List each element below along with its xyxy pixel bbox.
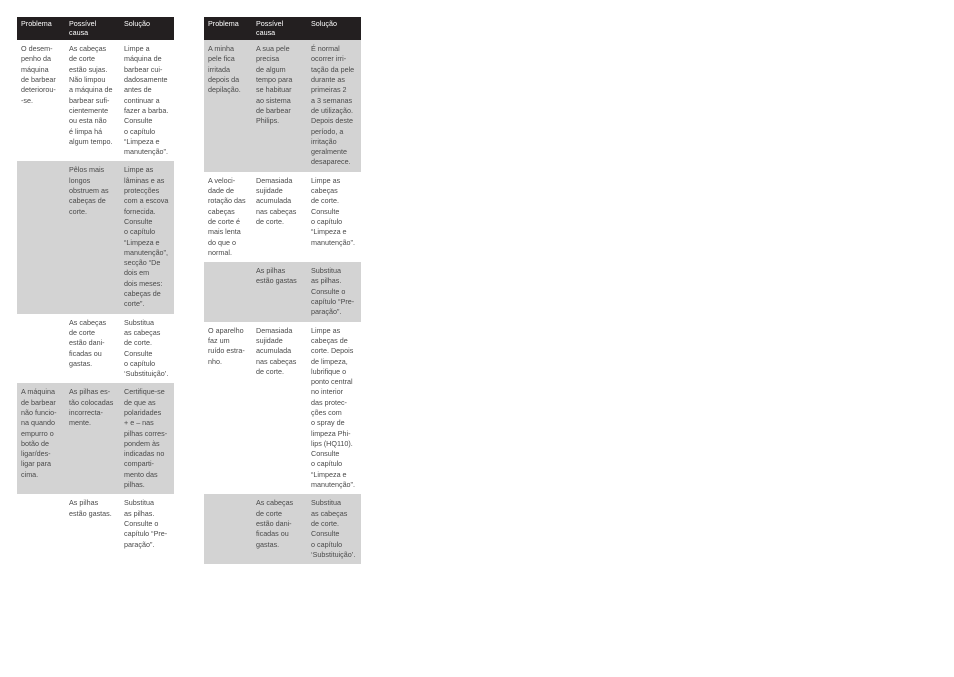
cause-cell: As cabeças de corte estão dani- ficadas ou gastas. xyxy=(252,494,307,564)
problem-cell: O aparelho faz um ruído estra- nho. xyxy=(204,322,252,495)
table-row xyxy=(204,172,361,262)
table-row xyxy=(17,494,174,554)
solution-cell: Substitua as cabeças de corte. Consulte o capítulo ‘Substituição’. xyxy=(307,494,361,564)
solution-cell: Limpe a máquina de barbear cui- dadosamente antes de continuar a fazer a barba. Consulte o capítulo “Limpeza e manutenção”. xyxy=(120,40,174,161)
table-row xyxy=(17,383,174,494)
solution-cell: É normal ocorrer irri- tação da pele durante as primeiras 2 a 3 semanas de utilização. Depois deste período, a irritação geralmente desaparece. xyxy=(307,40,361,172)
troubleshooting-table-left xyxy=(17,17,174,554)
header-cause: Possível causa xyxy=(252,17,307,40)
table-header-row xyxy=(17,17,174,40)
cause-cell: As cabeças de corte estão dani- ficadas ou gastas. xyxy=(65,314,120,384)
table-row xyxy=(17,161,174,313)
cause-cell: Demasiada sujidade acumulada nas cabeças de corte. xyxy=(252,322,307,495)
solution-cell: Limpe as cabeças de corte. Consulte o capítulo “Limpeza e manutenção”. xyxy=(307,172,361,262)
header-problem: Problema xyxy=(17,17,65,40)
table-row xyxy=(204,262,361,321)
problem-cell xyxy=(204,262,252,321)
solution-cell: Substitua as pilhas. Consulte o capítulo “Pre- paração”. xyxy=(120,494,174,554)
cause-cell: Pêlos mais longos obstruem as cabeças de corte. xyxy=(65,161,120,313)
problem-cell: A veloci- dade de rotação das cabeças de corte é mais lenta do que o normal. xyxy=(204,172,252,262)
table-row xyxy=(204,494,361,564)
table-header-row xyxy=(204,17,361,40)
problem-cell xyxy=(204,494,252,564)
solution-cell: Certifique-se de que as polaridades + e – nas pilhas corres- pondem às indicadas no comparti- mento das pilhas. xyxy=(120,383,174,494)
solution-cell: Limpe as lâminas e as protecções com a escova fornecida. Consulte o capítulo “Limpeza e manutenção”, secção “De dois em dois meses: cabeças de corte”. xyxy=(120,161,174,313)
cause-cell: A sua pele precisa de algum tempo para se habituar ao sistema de barbear Philips. xyxy=(252,40,307,172)
table-row xyxy=(204,322,361,495)
solution-cell: Substitua as pilhas. Consulte o capítulo “Pre- paração”. xyxy=(307,262,361,321)
problem-cell xyxy=(17,161,65,313)
header-cause: Possível causa xyxy=(65,17,120,40)
table-row xyxy=(17,40,174,161)
problem-cell: A minha pele fica irritada depois da depilação. xyxy=(204,40,252,172)
header-solution: Solução xyxy=(307,17,361,40)
problem-cell: O desem- penho da máquina de barbear deteriorou- -se. xyxy=(17,40,65,161)
cause-cell: As cabeças de corte estão sujas. Não limpou a máquina de barbear sufi- cientemente ou esta não é limpa há algum tempo. xyxy=(65,40,120,161)
header-problem: Problema xyxy=(204,17,252,40)
problem-cell: A máquina de barbear não funcio- na quando empurro o botão de ligar/des- ligar para cima. xyxy=(17,383,65,494)
table-row xyxy=(204,40,361,172)
cause-cell: As pilhas estão gastas. xyxy=(65,494,120,554)
solution-cell: Limpe as cabeças de corte. Depois de limpeza, lubrifique o ponto central no interior das protec- ções com o spray de limpeza Phi- lips (HQ110). Consulte o capítulo “Limpeza e manutenção”. xyxy=(307,322,361,495)
troubleshooting-table-right xyxy=(204,17,361,564)
problem-cell xyxy=(17,314,65,384)
cause-cell: As pilhas estão gastas xyxy=(252,262,307,321)
table-row xyxy=(17,314,174,384)
cause-cell: As pilhas es- tão colocadas incorrecta- mente. xyxy=(65,383,120,494)
cause-cell: Demasiada sujidade acumulada nas cabeças de corte. xyxy=(252,172,307,262)
problem-cell xyxy=(17,494,65,554)
solution-cell: Substitua as cabeças de corte. Consulte o capítulo ‘Substituição’. xyxy=(120,314,174,384)
header-solution: Solução xyxy=(120,17,174,40)
